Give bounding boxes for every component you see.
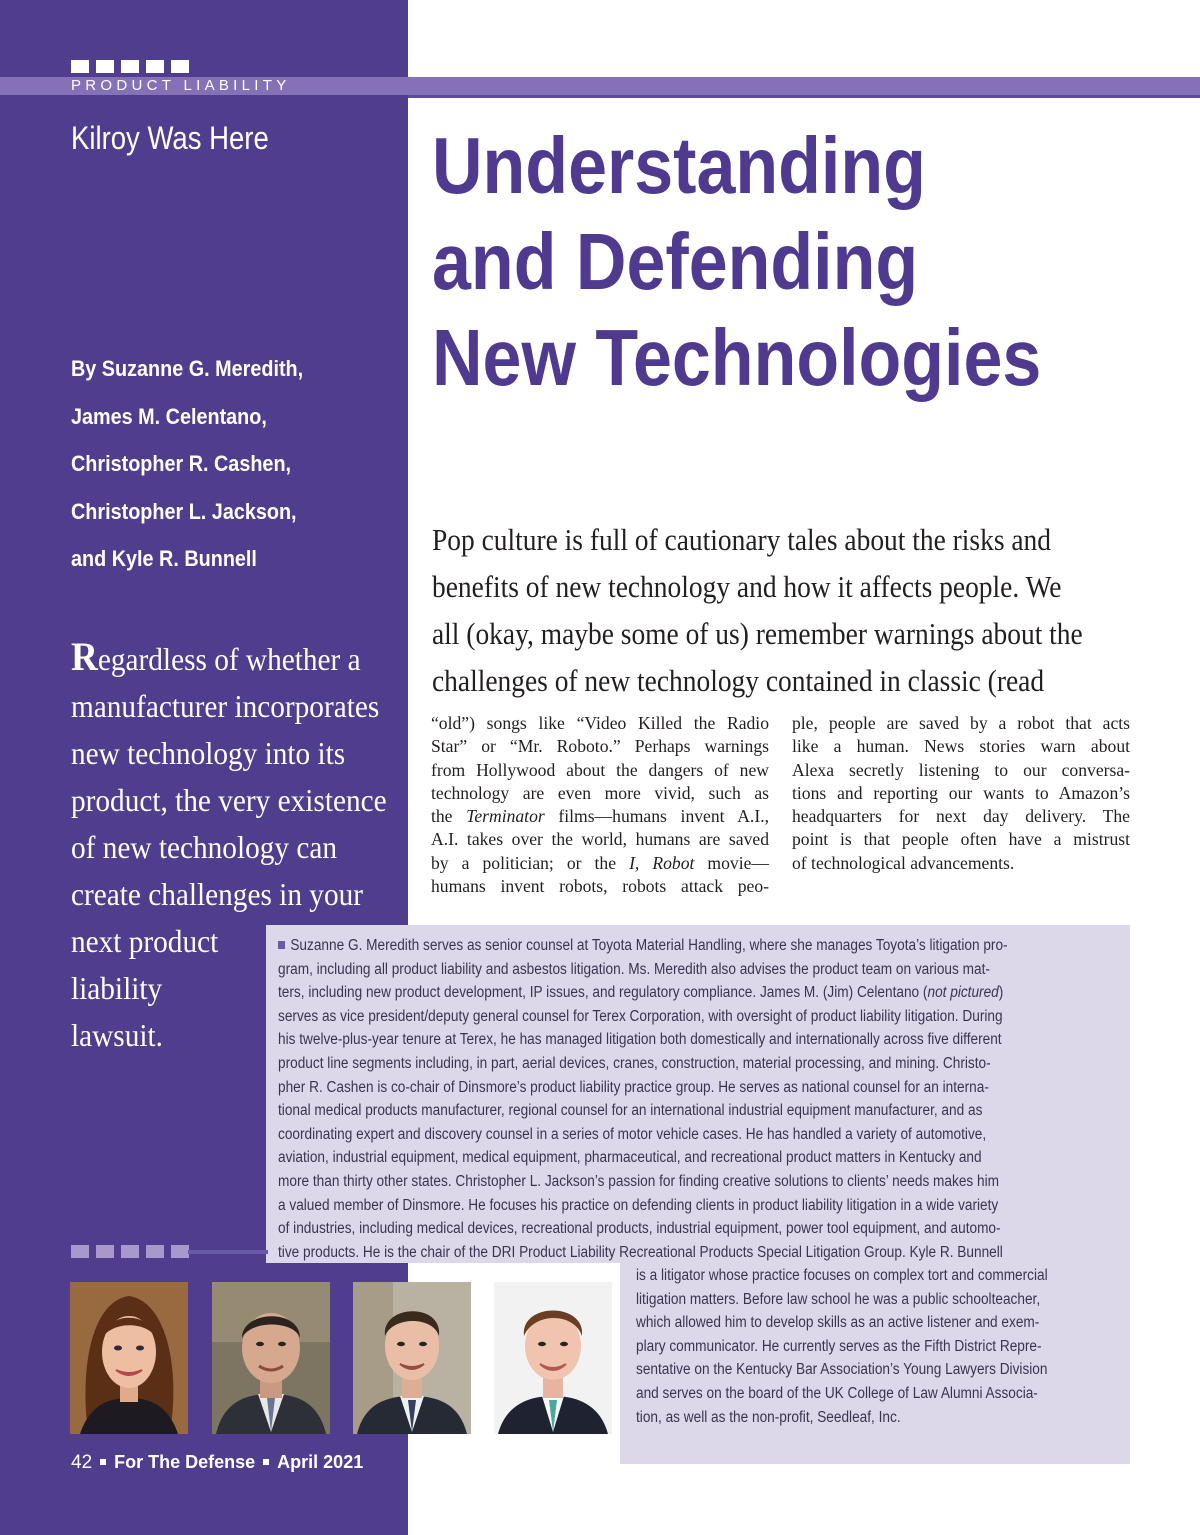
bio-line: aviation, industrial equipment, medical equipment, pharmaceutical, and recreational product matters in Kentucky and: [278, 1149, 982, 1167]
bio-line: sentative on the Kentucky Bar Association’s Young Lawyers Division: [636, 1361, 1048, 1379]
footer-separator-icon: [100, 1459, 106, 1465]
byline-line: Christopher R. Cashen,: [71, 451, 292, 476]
headline-line: Understanding: [432, 121, 926, 210]
pull-quote-line: next product: [71, 924, 219, 959]
body-line: from Hollywood about the dangers of new: [431, 759, 769, 780]
author-bio-text-lower: [636, 1264, 1104, 1429]
pull-quote-line: manufacturer incorporates: [71, 689, 380, 724]
bio-line: ters, including new product development, IP issues, and regulatory compliance. James M. (Jim) Celentano (not pictured): [278, 984, 1004, 1002]
byline-line: James M. Celentano,: [71, 403, 267, 429]
pull-quote-first-line: egardless of whether a: [97, 642, 361, 677]
bio-line: of industries, including medical devices, recreational products, industrial equipment, power tool equipment, and automo-: [278, 1220, 1001, 1238]
top-square-ornament: [71, 60, 189, 73]
portrait-christopher-jackson: [353, 1282, 471, 1434]
body-line: Star” or “Mr. Roboto.” Perhaps warnings: [431, 736, 769, 757]
page-footer: [71, 1452, 363, 1474]
bio-line: and serves on the board of the UK College of Law Alumni Associa-: [636, 1384, 1038, 1402]
bio-line: litigation matters. Before law school he was a public schoolteacher,: [636, 1290, 1041, 1308]
bio-line: gram, including all product liability and asbestos litigation. Ms. Meredith also advises the product team on various mat-: [278, 960, 990, 978]
body-line: of technological advancements.: [792, 852, 1015, 873]
square-bullet-icon: [278, 941, 285, 949]
lead-line: challenges of new technology contained in classic (read: [432, 664, 1045, 698]
bio-line: tional medical products manufacturer, regional counsel for an international industrial equipment manufacturer, and as: [278, 1102, 983, 1120]
body-line: point is that people often have a mistrust: [792, 829, 1130, 850]
body-line: by a politician; or the I, Robot movie—: [431, 852, 769, 873]
body-line: the Terminator films—humans invent A.I.,: [431, 806, 769, 827]
body-line: tions and reporting our wants to Amazon’s: [792, 782, 1130, 803]
pull-quote-line: of new technology can: [71, 830, 338, 865]
pull-quote-line: create challenges in your: [71, 877, 364, 912]
page-number: 42: [71, 1452, 93, 1473]
author-bio-text: [278, 934, 1107, 1264]
footer-separator-icon: [263, 1459, 269, 1465]
byline-line: By Suzanne G. Meredith,: [71, 356, 304, 381]
drop-cap: R: [71, 634, 98, 679]
lead-line: benefits of new technology and how it affects people. We: [432, 570, 1062, 604]
bio-line: Suzanne G. Meredith serves as senior counsel at Toyota Material Handling, where she manages Toyota’s litigation pro-: [278, 934, 1008, 958]
bio-line: plary communicator. He currently serves as the Fifth District Repre-: [636, 1337, 1042, 1355]
body-line: A.I. takes over the world, humans are saved: [431, 829, 769, 850]
byline-line: Christopher L. Jackson,: [71, 498, 297, 524]
publication-name: For The Defense: [114, 1452, 256, 1472]
bio-line: serves as vice president/deputy general counsel for Terex Corporation, with oversight of product liability litigation. During: [278, 1007, 1003, 1025]
pull-quote-line: liability: [71, 971, 163, 1006]
bio-line: a valued member of Dinsmore. He focuses his practice on defending clients in product liability litigation in a wide variety: [278, 1196, 999, 1214]
body-line: like a human. News stories warn about: [792, 736, 1130, 757]
bio-line: is a litigator whose practice focuses on complex tort and commercial: [636, 1267, 1048, 1284]
series-title: Kilroy Was Here: [71, 120, 269, 156]
bio-line: pher R. Cashen is co-chair of Dinsmore’s product liability practice group. He serves as national counsel for an interna-: [278, 1078, 989, 1096]
body-line: “old”) songs like “Video Killed the Radio: [431, 713, 769, 733]
bottom-ornament-rule: [188, 1250, 268, 1254]
bio-line: more than thirty other states. Christopher L. Jackson’s passion for finding creative solutions to clients’ needs makes him: [278, 1172, 1000, 1190]
section-band-rule: [408, 95, 1200, 98]
pull-quote-line: product, the very existence: [71, 783, 387, 818]
bio-line: coordinating expert and discovery counsel in a series of motor vehicle cases. He has handled a variety of automotive,: [278, 1125, 987, 1143]
byline-line: and Kyle R. Bunnell: [71, 546, 257, 571]
lead-line: all (okay, maybe some of us) remember warnings about the: [432, 617, 1083, 651]
lead-paragraph: [432, 517, 1192, 705]
body-line: headquarters for next day delivery. The: [792, 806, 1130, 827]
bio-line: tive products. He is the chair of the DRI Product Liability Recreational Products Special Litigation Group. Kyle R. Bunnell: [278, 1243, 1003, 1261]
headline: [432, 118, 1172, 406]
body-line: humans invent robots, robots attack peo-: [431, 876, 769, 897]
portrait-christopher-cashen: [212, 1282, 330, 1434]
body-column-right: [792, 712, 1130, 875]
lead-line: Pop culture is full of cautionary tales about the risks and: [432, 523, 1052, 557]
issue-date: April 2021: [277, 1452, 364, 1472]
pull-quote-line: new technology into its: [71, 736, 346, 771]
bottom-square-ornament: [71, 1245, 189, 1258]
portrait-suzanne-meredith: [70, 1282, 188, 1434]
section-label: PRODUCT LIABILITY: [71, 77, 291, 94]
bio-line: tion, as well as the non-profit, Seedleaf, Inc.: [636, 1408, 901, 1426]
portrait-kyle-bunnell: [494, 1282, 612, 1434]
body-line: ple, people are saved by a robot that acts: [792, 713, 1130, 733]
bio-line: which allowed him to develop skills as an active listener and exem-: [636, 1314, 1040, 1332]
body-line: Alexa secretly listening to our conversa-: [792, 759, 1130, 780]
bio-line: product line segments including, in part, aerial devices, cranes, construction, material processing, and mining. Christo-: [278, 1054, 991, 1072]
bio-line: his twelve-plus-year tenure at Terex, he has managed litigation both domestically and internationally across five different: [278, 1031, 1002, 1049]
body-column-left: [431, 712, 769, 898]
byline: [71, 345, 401, 583]
pull-quote-line: lawsuit.: [71, 1018, 163, 1053]
body-line: technology are even more vivid, such as: [431, 782, 769, 803]
headline-line: and Defending: [432, 217, 919, 306]
headline-line: New Technologies: [432, 313, 1042, 402]
pull-quote-line: [71, 633, 383, 683]
